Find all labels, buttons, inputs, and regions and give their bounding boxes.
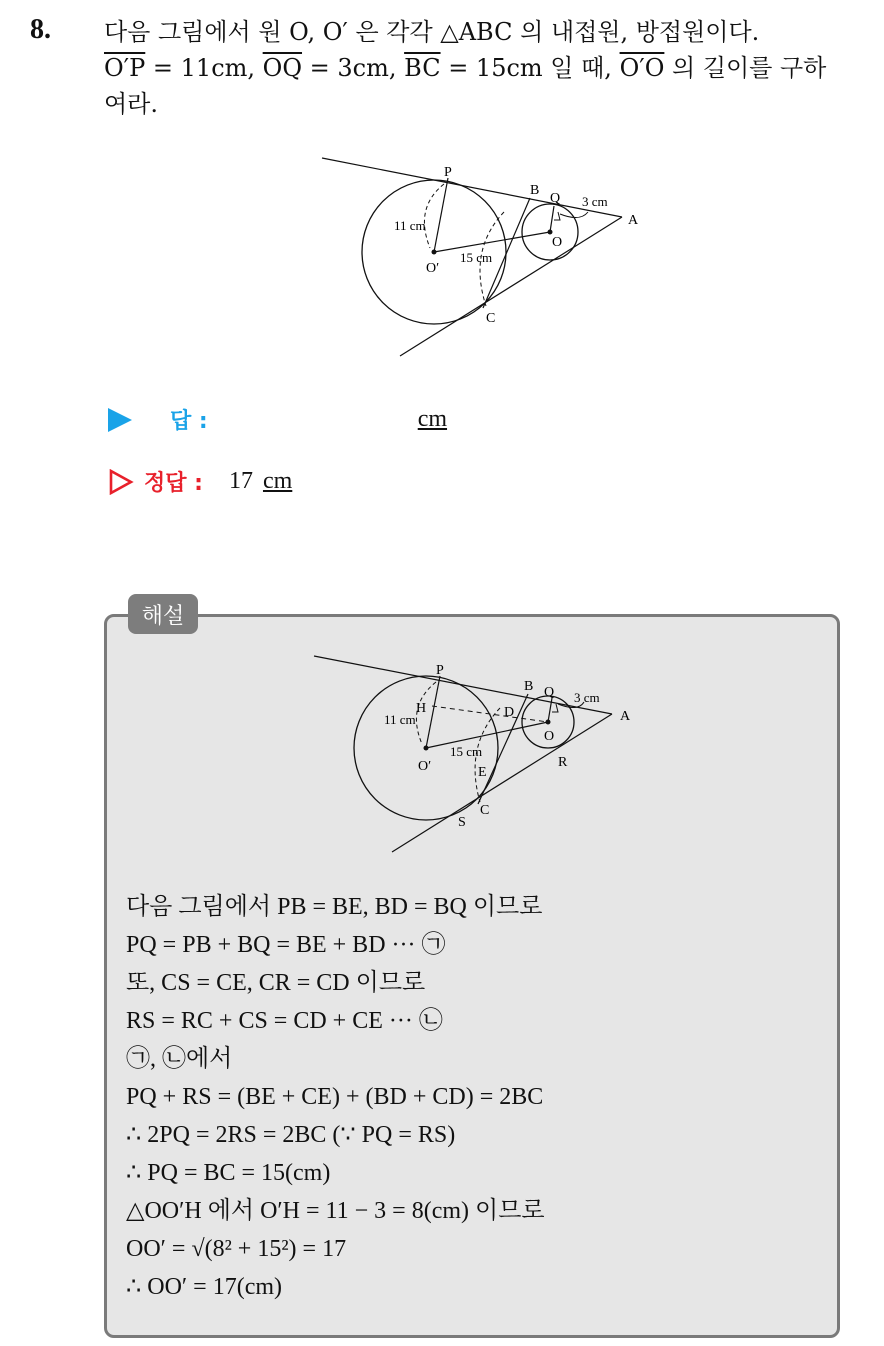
play-filled-icon <box>108 408 132 432</box>
label-c: C <box>480 803 490 818</box>
segment-oq: $\overline{OQ}$ <box>262 54 303 82</box>
length-11cm: 11 cm <box>384 712 416 727</box>
value-op: = 11cm, <box>145 54 263 82</box>
solution-line-2: PQ = PB + BQ = BE + BD ··· ㉠ <box>126 932 446 958</box>
label-b: B <box>524 679 534 694</box>
tangent-line-lower <box>400 217 622 356</box>
radius-op-line <box>434 178 448 252</box>
length-11cm: 11 cm <box>394 218 426 233</box>
center-o-dot <box>546 720 551 725</box>
solution-line-5: ㉠, ㉡에서 <box>126 1046 233 1072</box>
problem-line-1: 다음 그림에서 원 O, O′ 은 각각 △ABC 의 내접원, 방접원이다. <box>104 18 760 46</box>
correct-value: 17 <box>228 468 253 494</box>
label-oprime: O′ <box>426 261 440 276</box>
radius-op-line <box>426 676 440 748</box>
answer-row <box>108 404 447 435</box>
label-p: P <box>436 663 444 678</box>
segment-bc-line <box>478 694 528 804</box>
tangent-line-lower <box>392 714 612 852</box>
length-15cm: 15 cm <box>460 250 493 265</box>
value-bc: = 15cm 일 때, <box>440 54 620 82</box>
tangent-line-upper <box>322 158 622 217</box>
label-r: R <box>558 755 568 770</box>
right-angle-mark <box>552 704 558 712</box>
solution-figure <box>312 650 642 858</box>
solution-line-1: 다음 그림에서 PB = BE, BD = BQ 이므로 <box>126 894 543 920</box>
center-o-dot <box>548 230 553 235</box>
label-oprime: O′ <box>418 759 432 774</box>
label-b: B <box>530 183 540 198</box>
solution-line-3: 또, CS = CE, CR = CD 이므로 <box>126 970 426 996</box>
solution-tab: 해설 <box>128 594 198 634</box>
length-3cm: 3 cm <box>574 690 600 705</box>
solution-line-11: ∴ OO′ = 17(cm) <box>126 1274 283 1300</box>
center-oprime-dot <box>424 746 429 751</box>
label-e: E <box>478 765 487 780</box>
label-a: A <box>628 213 639 228</box>
center-line <box>434 232 550 252</box>
problem-tail: 의 길이를 구하 <box>664 54 827 82</box>
length-15cm: 15 cm <box>450 744 483 759</box>
segment-oo: O′O <box>619 54 665 82</box>
solution-line-10: OO′ = √(8² + 15²) = 17 <box>126 1236 347 1262</box>
solution-line-7: ∴ 2PQ = 2RS = 2BC (∵ PQ = RS) <box>126 1122 456 1148</box>
segment-bc: $\overline{BC}$ <box>404 54 441 82</box>
label-c: C <box>486 311 496 326</box>
solution-line-9: △OO′H 에서 O′H = 11 − 3 = 8(cm) 이므로 <box>126 1198 545 1224</box>
tangent-line-upper <box>314 656 612 714</box>
solution-line-4: RS = RC + CS = CD + CE ··· ㉡ <box>126 1008 443 1034</box>
problem-line-3: 여라. <box>104 90 158 118</box>
correct-label: 정답 : <box>144 471 203 496</box>
length-3cm: 3 cm <box>582 194 608 209</box>
solution-line-6: PQ + RS = (BE + CE) + (BD + CD) = 2BC <box>126 1084 544 1110</box>
right-angle-mark <box>554 212 560 220</box>
correct-unit: cm <box>262 468 293 494</box>
label-h: H <box>416 701 427 716</box>
value-oq: = 3cm, <box>302 54 405 82</box>
label-p: P <box>444 165 452 180</box>
play-outline-icon <box>108 469 134 495</box>
label-o: O <box>544 729 555 744</box>
label-q: Q <box>544 685 555 700</box>
center-oprime-dot <box>432 250 437 255</box>
label-o: O <box>552 235 563 250</box>
label-a: A <box>620 709 631 724</box>
solution-line-8: ∴ PQ = BC = 15(cm) <box>126 1160 331 1186</box>
answer-label: 답 : <box>170 409 208 434</box>
problem-number: 8. <box>30 14 51 45</box>
problem-line-2 <box>104 50 864 86</box>
label-s: S <box>458 815 466 830</box>
label-q: Q <box>550 191 561 206</box>
segment-op: O′P <box>104 54 146 82</box>
problem-figure <box>318 150 648 362</box>
answer-unit: cm <box>417 406 448 432</box>
label-d: D <box>504 705 515 720</box>
solution-text <box>126 888 545 1306</box>
problem-text <box>104 14 864 122</box>
correct-answer-row <box>108 466 292 497</box>
radius-oq-line <box>550 206 554 232</box>
